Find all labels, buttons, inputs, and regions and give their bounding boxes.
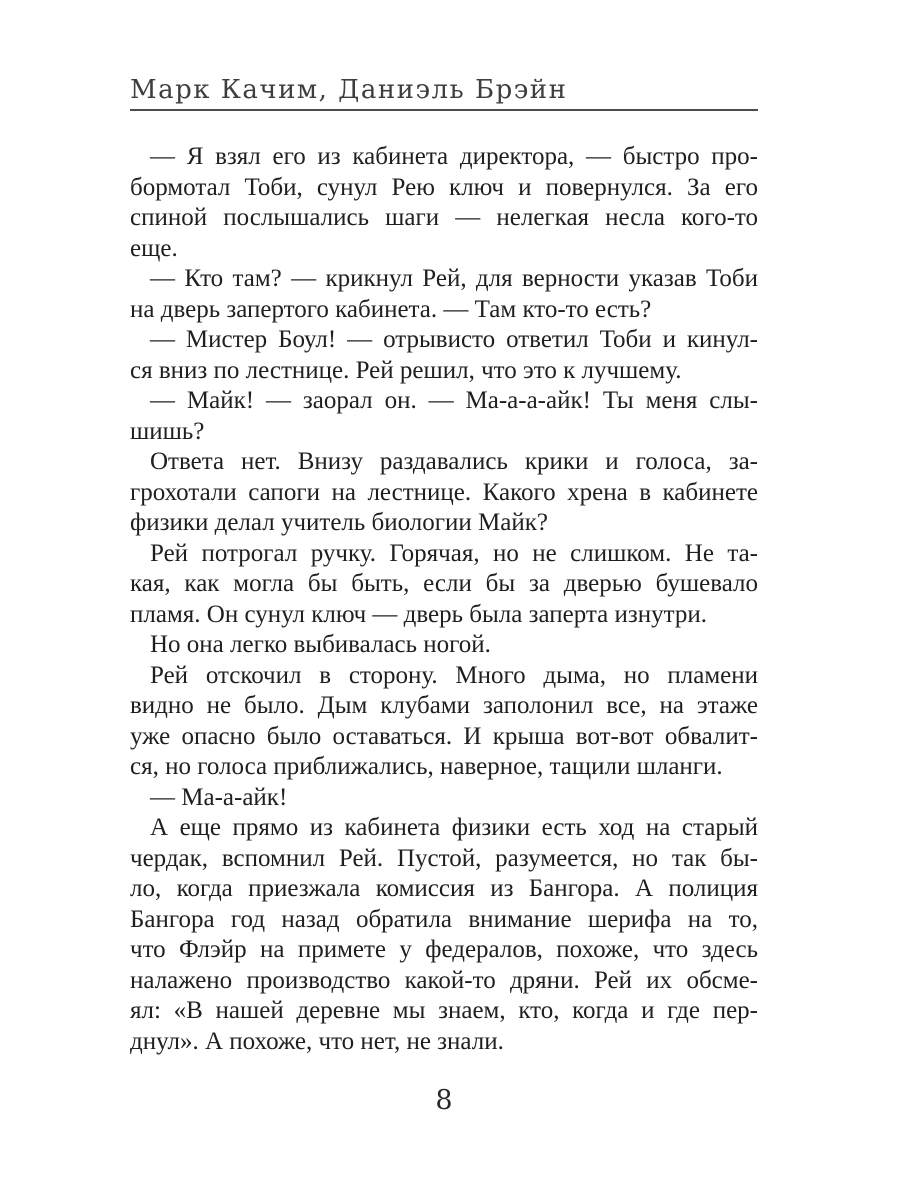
text-line: — Майк! — заорал он. — Ма-а-а-айк! Ты меня слы- (150, 387, 758, 414)
paragraph (130, 447, 758, 539)
text-line: физики делал учитель биологии Майк? (130, 509, 548, 536)
text-line: ял: «В нашей деревне мы знаем, кто, когда и где пер- (130, 997, 758, 1024)
text-line: чердак, вспомнил Рей. Пустой, разумеется, но так бы- (130, 844, 758, 872)
text-line: — Кто там? — крикнул Рей, для верности указав Тоби (150, 265, 758, 292)
paragraph (130, 264, 758, 325)
body-text (130, 142, 758, 1057)
text-line: днул». А похоже, что нет, не знали. (130, 1027, 504, 1055)
text-line: пламя. Он сунул ключ — дверь была заперта изнутри. (130, 600, 707, 628)
running-header (130, 76, 758, 111)
paragraph (130, 661, 758, 783)
page-number: 8 (435, 1085, 453, 1116)
paragraph (130, 630, 758, 661)
paragraph (130, 142, 758, 264)
text-line: грохотали сапоги на лестнице. Какого хрена в кабинете (130, 478, 758, 506)
text-line: ся вниз по лестнице. Рей решил, что это к лучшему. (130, 356, 682, 384)
header-rule (130, 109, 758, 111)
running-header-authors: Марк Качим, Даниэль Брэйн (130, 75, 568, 105)
paragraph (130, 539, 758, 631)
text-line: уже опасно было оставаться. И крыша вот-вот обвалит- (130, 722, 758, 750)
text-line: налажено производство какой-то дряни. Рей их обсме- (130, 966, 758, 994)
text-line: шишь? (130, 417, 205, 445)
text-line: Бангора год назад обратила внимание шерифа на то, (130, 905, 758, 933)
text-line: ся, но голоса приближались, наверное, тащили шланги. (130, 753, 723, 780)
text-line: спиной послышались шаги — нелегкая несла кого-то (130, 204, 758, 231)
text-line: на дверь запертого кабинета. — Там кто-то есть? (130, 295, 652, 323)
text-line: видно не было. Дым клубами заполонил все, на этаже (130, 692, 758, 719)
paragraph (130, 386, 758, 447)
text-line: что Флэйр на примете у федералов, похоже, что здесь (130, 936, 758, 963)
text-line: кая, как могла бы быть, если бы за дверью бушевало (130, 570, 758, 597)
text-line: Рей потрогал ручку. Горячая, но не слишком. Не та- (150, 539, 758, 567)
text-line: Рей отскочил в сторону. Много дыма, но пламени (150, 661, 758, 689)
text-line: ло, когда приезжала комиссия из Бангора. А полиция (130, 875, 758, 902)
text-line: — Ма-а-айк! (150, 783, 288, 811)
text-line: Ответа нет. Внизу раздавались крики и голоса, за- (150, 448, 758, 475)
text-line: бормотал Тоби, сунул Рею ключ и повернулся. За его (130, 173, 758, 201)
text-line: Но она легко выбивалась ногой. (150, 631, 491, 658)
text-line: еще. (130, 234, 178, 262)
text-line: — Я взял его из кабинета директора, — быстро про- (150, 143, 758, 170)
paragraph (130, 783, 758, 814)
paragraph (130, 813, 758, 1057)
paragraph (130, 325, 758, 386)
text-line: А еще прямо из кабинета физики есть ход на старый (150, 814, 758, 841)
text-line: — Мистер Боул! — отрывисто ответил Тоби и кинул- (150, 326, 758, 353)
